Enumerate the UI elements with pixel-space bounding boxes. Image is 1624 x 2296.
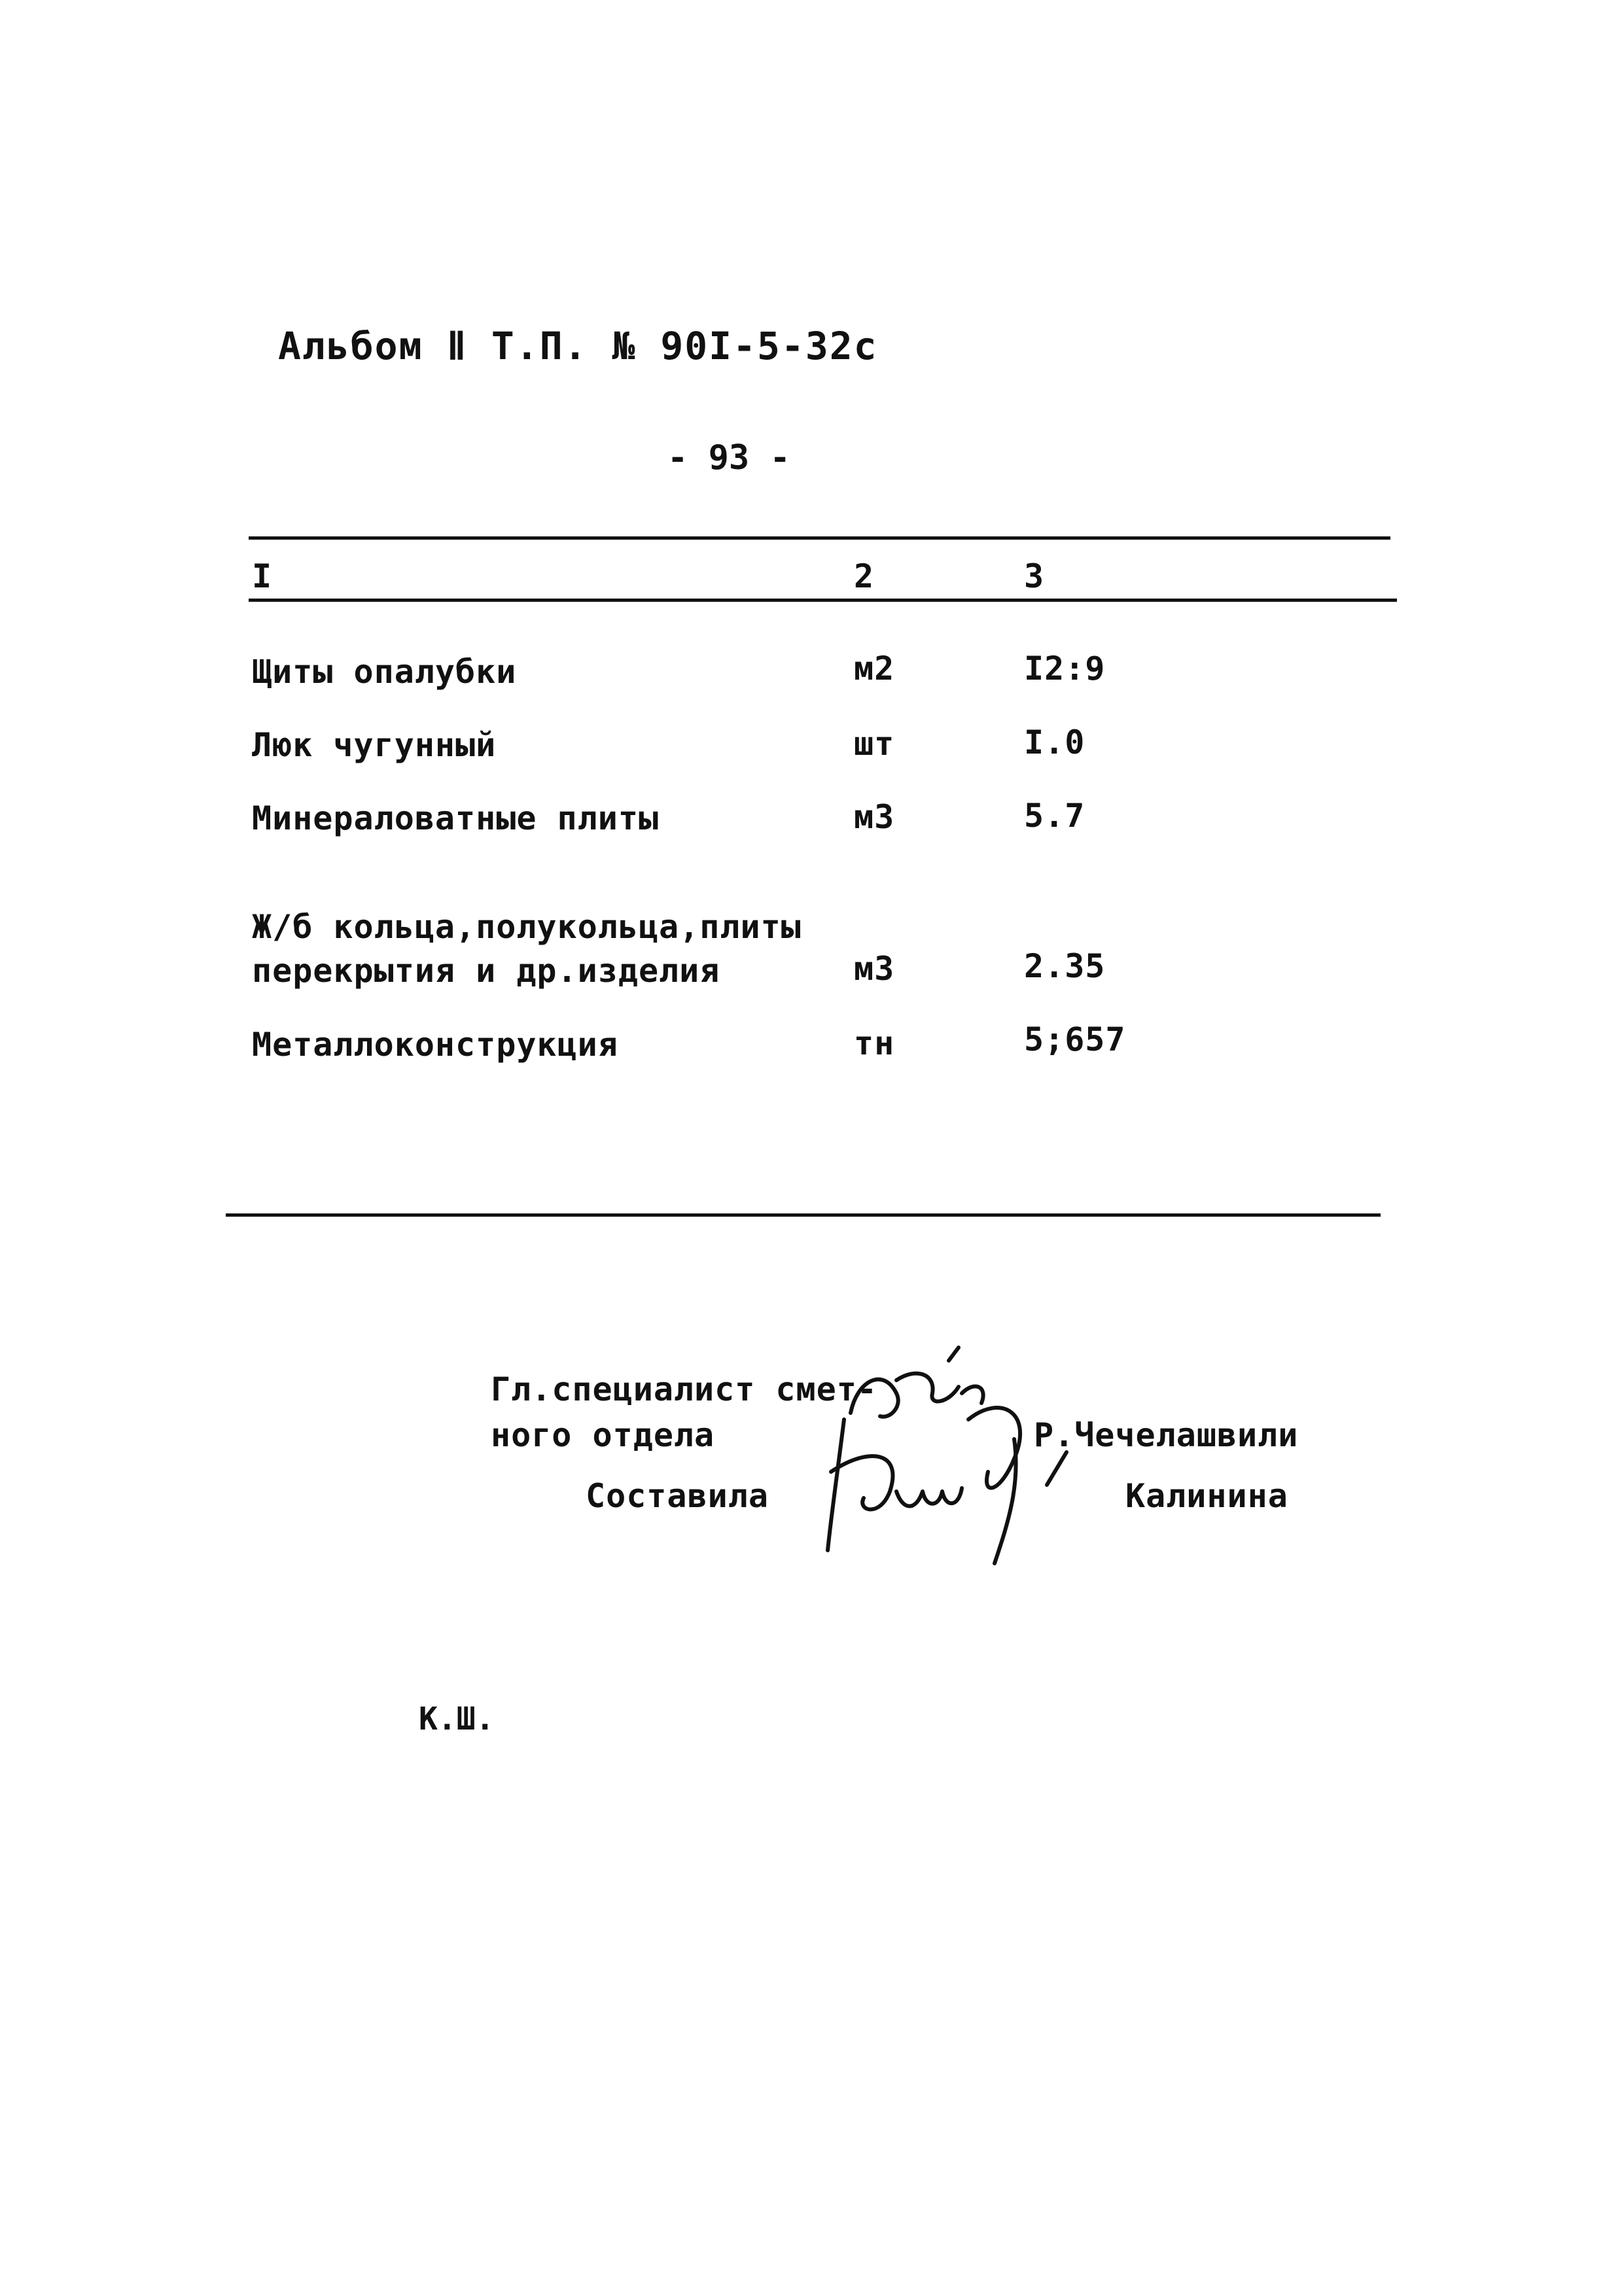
table-row-name: Металлоконструкция xyxy=(252,1026,618,1064)
compiler-name: Калинина xyxy=(1125,1477,1288,1515)
handwritten-signature xyxy=(818,1341,1093,1590)
table-row-unit: шт xyxy=(854,725,895,763)
column-header-1: I xyxy=(252,557,273,595)
table-top-rule xyxy=(249,536,1390,540)
chief-specialist-label: Гл.специалист смет- xyxy=(491,1370,877,1408)
page-number: - 93 - xyxy=(667,438,790,478)
compiler-label: Составила xyxy=(586,1477,769,1515)
table-row-value: 2.35 xyxy=(1024,947,1106,985)
table-row-unit: м3 xyxy=(854,798,895,836)
table-bottom-rule xyxy=(226,1213,1381,1217)
column-header-2: 2 xyxy=(854,557,875,595)
table-row-name: Люк чугунный xyxy=(252,726,497,764)
chief-specialist-label-cont: ного отдела xyxy=(491,1416,715,1454)
stamp-initials: К.Ш. xyxy=(419,1701,495,1737)
album-reference: Альбом Ⅱ Т.П. № 90I-5-32с xyxy=(278,324,878,368)
column-header-3: 3 xyxy=(1024,557,1045,595)
table-row-unit: м2 xyxy=(854,650,895,687)
table-row-unit: м3 xyxy=(854,950,895,988)
table-row-value: 5;657 xyxy=(1024,1020,1126,1058)
table-row-value: I.0 xyxy=(1024,723,1086,761)
table-row-unit: тн xyxy=(854,1024,895,1062)
chief-specialist-name: Р.Чечелашвили xyxy=(1034,1416,1299,1454)
table-row-value: 5.7 xyxy=(1024,797,1086,835)
table-row-name: Минераловатные плиты xyxy=(252,799,660,837)
table-header-rule xyxy=(249,599,1397,602)
table-row-name: Щиты опалубки xyxy=(252,653,517,691)
table-row-name: Ж/б кольца,полукольца,плиты xyxy=(252,908,802,946)
table-row-value: I2:9 xyxy=(1024,650,1106,687)
table-row-name-cont: перекрытия и др.изделия xyxy=(252,952,720,990)
